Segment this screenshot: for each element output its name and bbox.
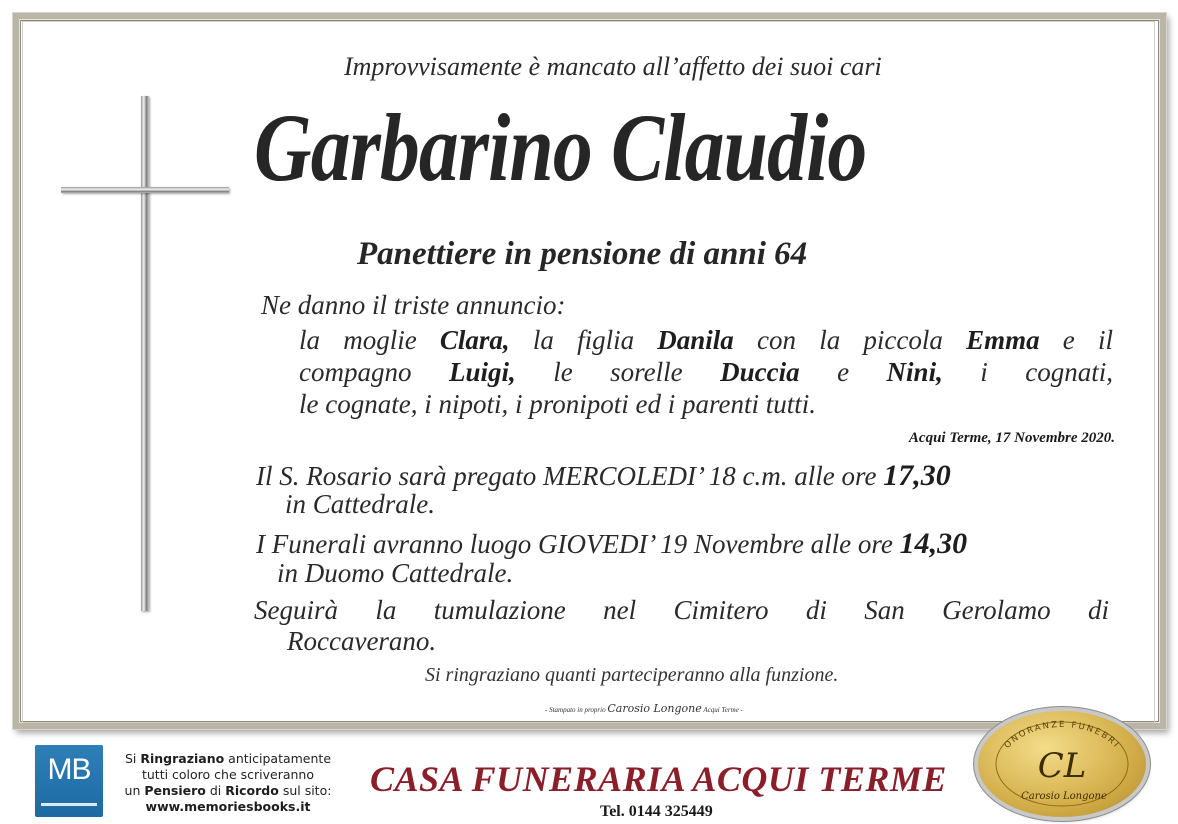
family-line-2: compagno Luigi, le sorelle Duccia e Nini, i cognati,: [299, 357, 1114, 387]
announce-lead: Ne danno il triste annuncio:: [261, 290, 566, 320]
agency-name: CASA FUNERARIA ACQUI TERME: [370, 759, 947, 799]
mb-logo-letters: MB: [47, 753, 91, 786]
rosary-line-2: in Cattedrale.: [285, 489, 435, 519]
family-block: [299, 325, 1113, 420]
mb-website-link[interactable]: www.memoriesbooks.it: [145, 799, 311, 814]
mb-line-2: tutti coloro che scriveranno: [141, 767, 315, 782]
family-line-1: la moglie Clara, la figlia Danila con la piccola Emma e il: [299, 325, 1113, 355]
memoriesbooks-message: [112, 751, 344, 815]
thanks-line: Si ringraziano quanti parteciperanno alla funzione.: [425, 664, 839, 686]
printed-by: - Stampato in proprio Carosio Longone Acqui Terme -: [545, 702, 743, 715]
agency-phone: Tel. 0144 325449: [600, 803, 713, 820]
memoriesbooks-logo: [35, 745, 103, 817]
funeral-line-1: I Funerali avranno luogo GIOVEDI’ 19 Novembre alle ore 14,30: [256, 527, 968, 560]
burial-line-2: Roccaverano.: [287, 626, 437, 656]
mb-line-1: Si Ringraziano anticipatamente: [124, 751, 332, 766]
seal-signature: Carosio Longone: [1021, 791, 1107, 802]
agency-seal-logo: [978, 711, 1146, 817]
intro-line: Improvvisamente è mancato all’affetto dei suoi cari: [344, 52, 882, 81]
cross-horizontal-beam: [61, 187, 229, 193]
rosary-line-1: Il S. Rosario sarà pregato MERCOLEDI’ 18 c.m. alle ore 17,30: [256, 459, 951, 492]
seal-svg: [978, 711, 1146, 817]
deceased-name: Garbarino Claudio: [254, 94, 867, 201]
book-icon: [41, 803, 97, 806]
profession-age: Panettiere in pensione di anni 64: [357, 236, 808, 272]
mb-line-3: un Pensiero di Ricordo sul sito:: [124, 783, 332, 798]
printer-signature: Carosio Longone: [607, 702, 702, 715]
dateline: Acqui Terme, 17 Novembre 2020.: [908, 430, 1115, 446]
funeral-line-2: in Duomo Cattedrale.: [277, 558, 514, 588]
seal-monogram: CL: [1037, 746, 1087, 786]
seal-arc-text: ONORANZE FUNEBRI: [1002, 719, 1122, 751]
burial-line-1: Seguirà la tumulazione nel Cimitero di San Gerolamo di: [254, 595, 1109, 625]
family-line-3: le cognate, i nipoti, i pronipoti ed i parenti tutti.: [299, 389, 816, 419]
cross-vertical-beam: [141, 96, 149, 611]
burial-block: [254, 595, 1109, 626]
